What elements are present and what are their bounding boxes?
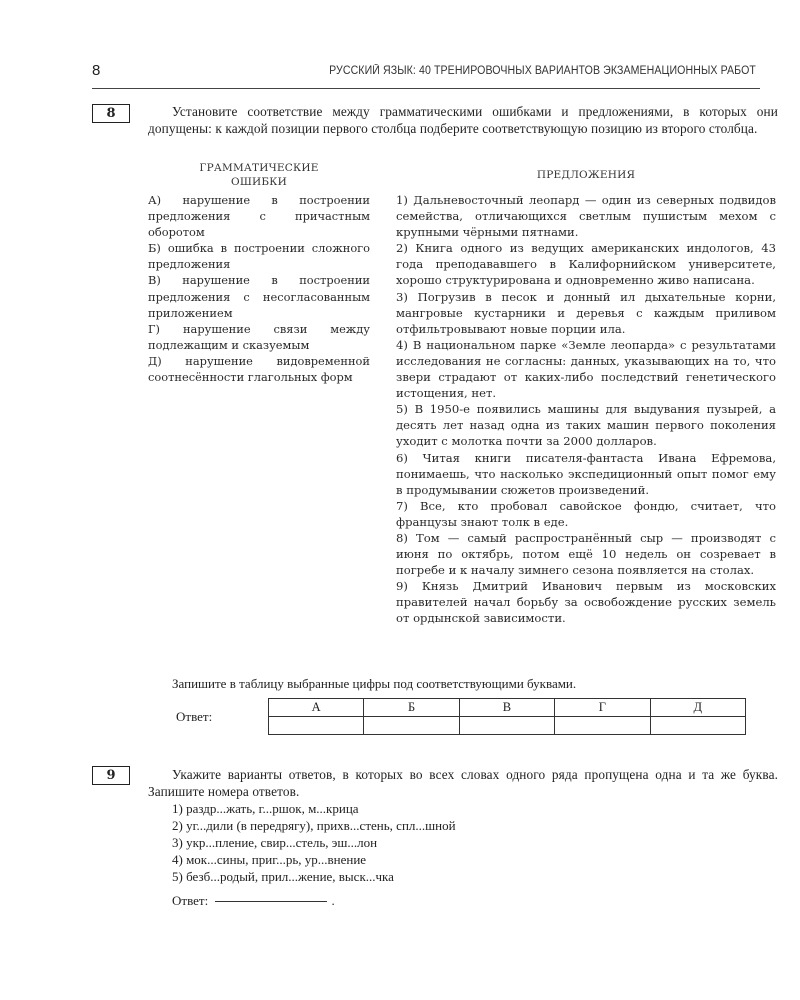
sentence-label: 6): [396, 450, 408, 465]
answer-label: Ответ:: [176, 709, 213, 724]
sentence-item: [396, 450, 776, 498]
table-instruction: Запишите в таблицу выбранные цифры под соответствующими буквами.: [172, 676, 577, 691]
sentence-label: 8): [396, 530, 408, 545]
error-item: [148, 192, 370, 240]
right-column-title: ПРЕДЛОЖЕНИЯ: [536, 169, 636, 181]
option-item: 5) безб...родый, прил...жение, выск...чка: [172, 869, 394, 884]
sentence-label: 2): [396, 241, 408, 256]
answer-table-header-row: [269, 699, 746, 717]
task-instruction: [148, 103, 778, 137]
error-item: [148, 240, 370, 272]
option-item: 4) мок...сины, приг...рь, ур...внение: [172, 852, 367, 867]
answer-cell-v[interactable]: [459, 717, 554, 735]
page-number: 8: [92, 62, 101, 79]
answer-header-d: Д: [650, 699, 745, 717]
sentence-text: В национальном парке «Земле леопарда» с результатами исследования не согласны: данных, указывающих на то, что звери страдают от каких-либо последствий генетического истощения, нет.: [396, 337, 776, 401]
error-label: Д): [148, 353, 162, 368]
option-item: 1) раздр...жать, г...ршок, м...крица: [172, 801, 359, 816]
sentence-text: Читая книги писателя-фантаста Ивана Ефремова, понимаешь, что насколько экспедиционный опыт помог ему в продумывании сюжетов произведений.: [396, 450, 777, 497]
answer-label: Ответ:: [172, 893, 209, 908]
sentence-item: [396, 530, 776, 578]
answer-cell-g[interactable]: [555, 717, 650, 735]
sentence-item: [396, 578, 776, 626]
answer-table: [268, 698, 746, 735]
sentence-text: В 1950-е появились машины для выдувания пузырей, а десять лет назад одна из таких машин первого поколения уходит с молотка почти за 2000 долларов.: [396, 402, 776, 449]
sentence-text: Погрузив в песок и донный ил дыхательные корни, мангровые кустарники и деревья с каждым приливом отфильтровывают новые порции ила.: [396, 289, 777, 336]
option-item: 3) укр...пление, свир...стель, эш...лон: [172, 835, 378, 850]
error-label: В): [148, 273, 161, 288]
sentence-item: [396, 192, 776, 240]
left-column-title-line1: ГРАММАТИЧЕСКИЕ: [199, 162, 319, 174]
error-item: [148, 321, 370, 353]
sentence-label: 4): [396, 337, 408, 352]
option-item: 2) уг...дили (в передрягу), прихв...стень, спл...шной: [172, 818, 456, 833]
sentence-item: [396, 337, 776, 401]
sentence-item: [396, 240, 776, 288]
answer-row: [172, 893, 335, 909]
error-text: нарушение в построении предложения с несогласованным приложением: [148, 273, 370, 320]
sentence-label: 1): [396, 193, 408, 207]
sentence-text: Все, кто пробовал савойское фондю, считает, что французы знают толк в еде.: [396, 498, 776, 529]
sentence-text: Том — самый распространённый сыр — производят с июня по октябрь, потом ещё 10 недель он созревает в погребе и к началу зимнего сезона появляется на столах.: [396, 530, 777, 578]
error-item: [148, 353, 370, 385]
answer-header-a: А: [269, 699, 364, 717]
header-divider: [92, 88, 760, 89]
answer-cell-d[interactable]: [650, 717, 745, 735]
sentence-item: [396, 498, 776, 530]
sentence-text: Книга одного из ведущих американских индологов, 43 года преподававшего в Калифорнийском университете, хорошо структурирована и одновременно живо написана.: [396, 241, 776, 288]
task-instruction: [148, 766, 778, 800]
error-label: А): [148, 193, 162, 207]
answer-table-value-row: [269, 717, 746, 735]
task-number-box: 8: [92, 104, 130, 123]
error-label: Б): [148, 241, 161, 256]
sentence-item: [396, 289, 776, 337]
error-text: ошибка в построении сложного предложения: [148, 241, 370, 272]
task-instruction-text: Укажите варианты ответов, в которых во всех словах одного ряда пропущена одна и та же буква. Запишите номера ответов.: [148, 767, 778, 799]
error-label: Г): [148, 321, 160, 336]
left-column-title-line2: ОШИБКИ: [231, 176, 287, 188]
task-number-box: 9: [92, 766, 130, 785]
sentence-text: Князь Дмитрий Иванович первым из московских правителей начал борьбу за освобождение русских земель от ордынской зависимости.: [396, 579, 777, 626]
sentences-list: [396, 192, 776, 627]
answer-header-g: Г: [555, 699, 650, 717]
sentence-label: 7): [396, 498, 408, 513]
error-text: нарушение видовременной соотнесённости глагольных форм: [148, 353, 370, 385]
answer-cell-b[interactable]: [364, 717, 459, 735]
answer-period: .: [331, 893, 335, 908]
sentence-label: 5): [396, 402, 408, 417]
errors-list: [148, 192, 370, 385]
sentence-item: [396, 401, 776, 449]
error-text: нарушение связи между подлежащим и сказуемым: [148, 321, 371, 352]
answer-header-b: Б: [364, 699, 459, 717]
sentence-text: Дальневосточный леопард — один из северных подвидов семейства, отличающихся светлым пушистым мехом с крупными чёрными пятнами.: [396, 193, 776, 240]
sentence-label: 9): [396, 579, 408, 594]
answer-header-v: В: [459, 699, 554, 717]
sentence-label: 3): [396, 289, 408, 304]
error-item: [148, 272, 370, 320]
left-column-title: [148, 161, 370, 189]
answer-cell-a[interactable]: [269, 717, 364, 735]
task-instruction-text: Установите соответствие между грамматическими ошибками и предложениями, в которых они допущены: к каждой позиции первого столбца подберите соответствующую позицию из второго столбца.: [148, 104, 778, 136]
running-title: РУССКИЙ ЯЗЫК: 40 ТРЕНИРОВОЧНЫХ ВАРИАНТОВ ЭКЗАМЕНАЦИОННЫХ РАБОТ: [329, 65, 756, 77]
error-text: нарушение в построении предложения с причастным оборотом: [148, 193, 370, 240]
answer-blank-field[interactable]: [215, 901, 327, 902]
